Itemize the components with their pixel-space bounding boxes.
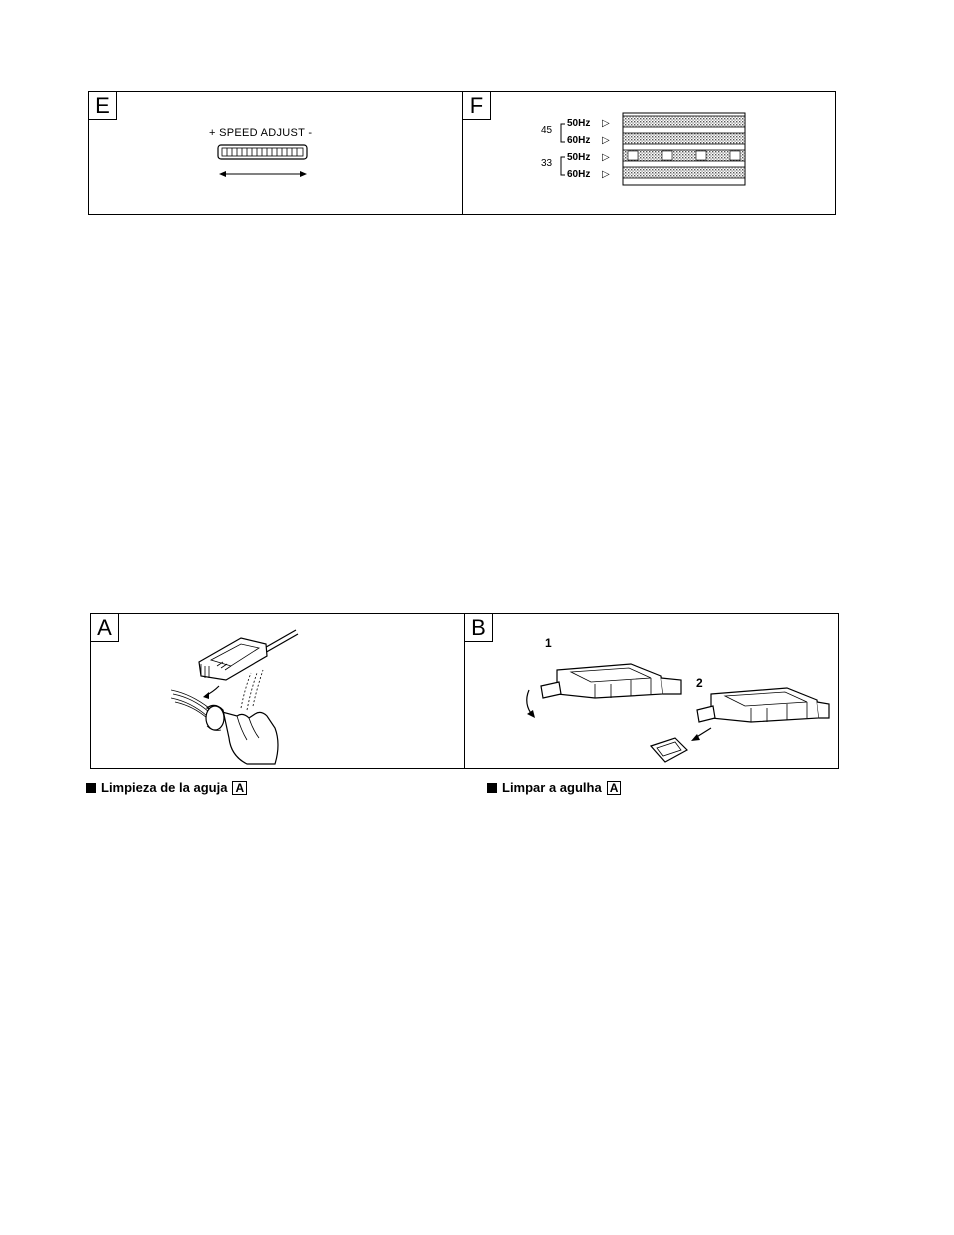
strobe-pattern-icon	[622, 112, 746, 186]
figure-panel-ef	[88, 91, 836, 215]
caption-left-ref: A	[232, 781, 247, 795]
step-1-label: 1	[545, 636, 552, 650]
hz-33-60-label: 60Hz	[567, 169, 591, 180]
stylus-cleaning-illustration	[171, 618, 391, 766]
panel-a-label: A	[91, 614, 119, 642]
bullet-square-icon	[487, 783, 497, 793]
caption-left-text: Limpieza de la aguja	[101, 780, 228, 795]
caption-right	[487, 780, 621, 795]
step-2-label: 2	[696, 676, 703, 690]
speed-adjust-label: + SPEED ADJUST -	[209, 127, 313, 139]
panel-e-label: E	[89, 92, 117, 120]
speed-33-label: 33	[541, 158, 553, 169]
pointer-triangle-icon: ▷	[602, 152, 610, 163]
caption-left	[86, 780, 247, 795]
pointer-triangle-icon: ▷	[602, 118, 610, 129]
speed-45-label: 45	[541, 125, 553, 136]
stylus-replacement-illustration	[511, 654, 831, 764]
panel-f-label: F	[463, 92, 491, 120]
bullet-square-icon	[86, 783, 96, 793]
caption-right-ref: A	[607, 781, 622, 795]
hz-33-50-label: 50Hz	[567, 152, 591, 163]
hz-45-60-label: 60Hz	[567, 135, 591, 146]
pointer-triangle-icon: ▷	[602, 169, 610, 180]
pointer-triangle-icon: ▷	[602, 135, 610, 146]
panel-b-label: B	[465, 614, 493, 642]
bracket-icon	[557, 114, 567, 184]
caption-right-text: Limpar a agulha	[502, 780, 602, 795]
speed-adjust-slider-icon	[217, 144, 309, 180]
hz-45-50-label: 50Hz	[567, 118, 591, 129]
figure-panel-ab	[90, 613, 839, 769]
